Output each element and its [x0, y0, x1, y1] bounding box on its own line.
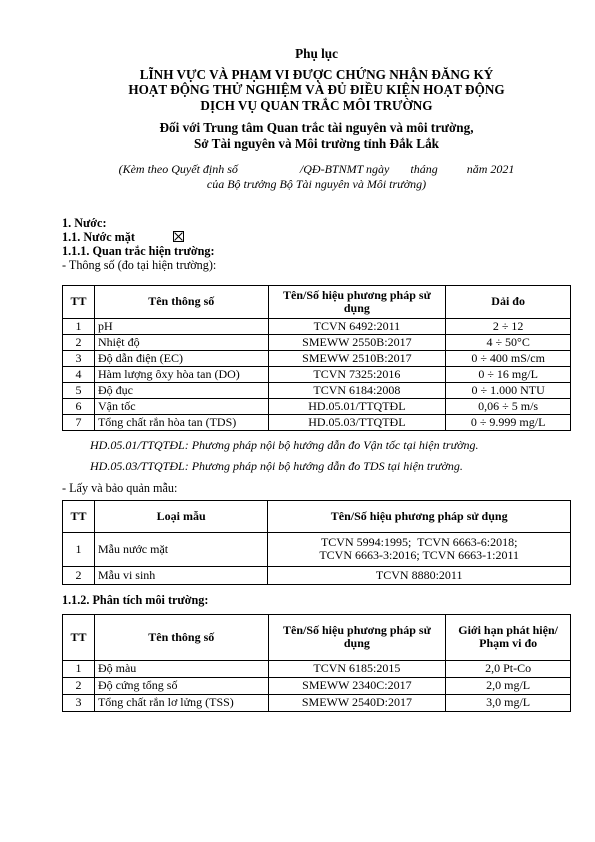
cell-parameter: Vận tốc [94, 398, 268, 414]
params-label: - Thông số (đo tại hiện trường): [62, 257, 217, 272]
section-env-analysis: 1.1.2. Phân tích môi trường: [62, 592, 209, 607]
cell-tt: 3 [63, 350, 95, 366]
section-surface-water-label: 1.1. Nước mặt [62, 229, 135, 244]
cell-tt: 1 [63, 318, 95, 334]
appendix-label: Phụ lục [295, 46, 338, 61]
decree-reference [62, 162, 571, 192]
cell-parameter: pH [94, 318, 268, 334]
table-row [63, 398, 571, 414]
header-method: Tên/Số hiệu phương pháp sử dụng [268, 500, 571, 532]
section-surface-water [62, 230, 571, 244]
table-header-row [63, 285, 571, 318]
cell-range: 0 ÷ 9.999 mg/L [446, 414, 571, 430]
cell-method-line-2: TCVN 6663-3:2016; TCVN 6663-1:2011 [319, 548, 520, 563]
header-sample-type: Loại mẫu [94, 500, 267, 532]
table-row [63, 350, 571, 366]
table-row [63, 334, 571, 350]
decree-part-3: tháng [410, 161, 438, 176]
decree-line-2: của Bộ trưởng Bộ Tài nguyên và Môi trường) [206, 176, 427, 191]
table-row [63, 660, 571, 677]
table-row [63, 532, 571, 566]
header-tt: TT [63, 285, 95, 318]
subtitle-line-1: Đối với Trung tâm Quan trắc tài nguyên và môi trường, [159, 120, 474, 136]
header-tt: TT [63, 614, 95, 660]
cell-method: SMEWW 2540D:2017 [268, 694, 446, 711]
header-parameter: Tên thông số [94, 614, 268, 660]
cell-method: HD.05.01/TTQTĐL [268, 398, 446, 414]
table-row [63, 382, 571, 398]
title-line-3: DỊCH VỤ QUAN TRẮC MÔI TRƯỜNG [200, 97, 433, 113]
table-row [63, 677, 571, 694]
cell-method: TCVN 6184:2008 [268, 382, 446, 398]
header-method: Tên/Số hiệu phương pháp sử dụng [268, 614, 446, 660]
decree-part-2: /QĐ-BTNMT ngày [299, 161, 390, 176]
cell-tt: 3 [63, 694, 95, 711]
title-line-1: LĨNH VỰC VÀ PHẠM VI ĐƯỢC CHỨNG NHẬN ĐĂNG KÝ [139, 66, 494, 82]
cell-method: TCVN 6185:2015 [268, 660, 446, 677]
cell-method [268, 532, 571, 566]
sampling-table [62, 500, 571, 585]
cell-method-line-1: TCVN 5994:1995; TCVN 6663-6:2018; [320, 535, 518, 550]
table-row [63, 414, 571, 430]
cell-sample-type: Mẫu nước mặt [94, 532, 267, 566]
decree-part-1: (Kèm theo Quyết định số [118, 161, 238, 176]
cell-method: TCVN 6492:2011 [268, 318, 446, 334]
note-tds-method: HD.05.03/TTQTĐL: Phương pháp nội bộ hướng dẫn đo TDS tại hiện trường. [90, 458, 463, 473]
cell-parameter: Nhiệt độ [94, 334, 268, 350]
checked-box-icon [173, 231, 184, 242]
decree-part-4: năm 2021 [466, 161, 515, 176]
cell-range: 0,06 ÷ 5 m/s [446, 398, 571, 414]
cell-parameter: Độ cứng tổng số [94, 677, 268, 694]
cell-method: SMEWW 2510B:2017 [268, 350, 446, 366]
cell-limit: 2,0 mg/L [446, 677, 571, 694]
cell-range: 0 ÷ 1.000 NTU [446, 382, 571, 398]
table-row [63, 566, 571, 584]
cell-parameter: Hàm lượng ôxy hòa tan (DO) [94, 366, 268, 382]
cell-tt: 7 [63, 414, 95, 430]
cell-tt: 2 [63, 566, 95, 584]
cell-tt: 4 [63, 366, 95, 382]
cell-range: 0 ÷ 16 mg/L [446, 366, 571, 382]
cell-method: SMEWW 2550B:2017 [268, 334, 446, 350]
cell-range: 2 ÷ 12 [446, 318, 571, 334]
cell-sample-type: Mẫu vi sinh [94, 566, 267, 584]
cell-tt: 1 [63, 532, 95, 566]
cell-method: HD.05.03/TTQTĐL [268, 414, 446, 430]
cell-method: TCVN 7325:2016 [268, 366, 446, 382]
header-range: Dải đo [446, 285, 571, 318]
cell-tt: 5 [63, 382, 95, 398]
table-row [63, 366, 571, 382]
cell-parameter: Độ dẫn điện (EC) [94, 350, 268, 366]
sampling-label: - Lấy và bảo quản mẫu: [62, 480, 178, 495]
cell-parameter: Tổng chất rắn hòa tan (TDS) [94, 414, 268, 430]
cell-tt: 2 [63, 334, 95, 350]
table-row [63, 318, 571, 334]
table-header-row [63, 500, 571, 532]
table-row [63, 694, 571, 711]
table-header-row [63, 614, 571, 660]
note-velocity-method: HD.05.01/TTQTĐL: Phương pháp nội bộ hướng dẫn đo Vận tốc tại hiện trường. [90, 437, 479, 452]
header-parameter: Tên thông số [94, 285, 268, 318]
cell-limit: 3,0 mg/L [446, 694, 571, 711]
header-tt: TT [63, 500, 95, 532]
cell-range: 4 ÷ 50°C [446, 334, 571, 350]
section-field-monitoring: 1.1.1. Quan trắc hiện trường: [62, 243, 215, 258]
cell-tt: 1 [63, 660, 95, 677]
cell-parameter: Độ đục [94, 382, 268, 398]
analysis-table [62, 614, 571, 712]
field-parameters-table [62, 285, 571, 431]
cell-parameter: Độ màu [94, 660, 268, 677]
header-detection-limit: Giới hạn phát hiện/ Phạm vi đo [446, 614, 571, 660]
cell-method: SMEWW 2340C:2017 [268, 677, 446, 694]
cell-method: TCVN 8880:2011 [268, 566, 571, 584]
subtitle-line-2: Sở Tài nguyên và Môi trường tỉnh Đắk Lắk [193, 135, 440, 151]
cell-tt: 2 [63, 677, 95, 694]
title-line-2: HOẠT ĐỘNG THỬ NGHIỆM VÀ ĐỦ ĐIỀU KIỆN HOẠT ĐỘNG [128, 82, 505, 98]
section-water: 1. Nước: [62, 215, 107, 230]
header-method: Tên/Số hiệu phương pháp sử dụng [268, 285, 446, 318]
cell-range: 0 ÷ 400 mS/cm [446, 350, 571, 366]
cell-tt: 6 [63, 398, 95, 414]
cell-parameter: Tổng chất rắn lơ lửng (TSS) [94, 694, 268, 711]
cell-limit: 2,0 Pt-Co [446, 660, 571, 677]
